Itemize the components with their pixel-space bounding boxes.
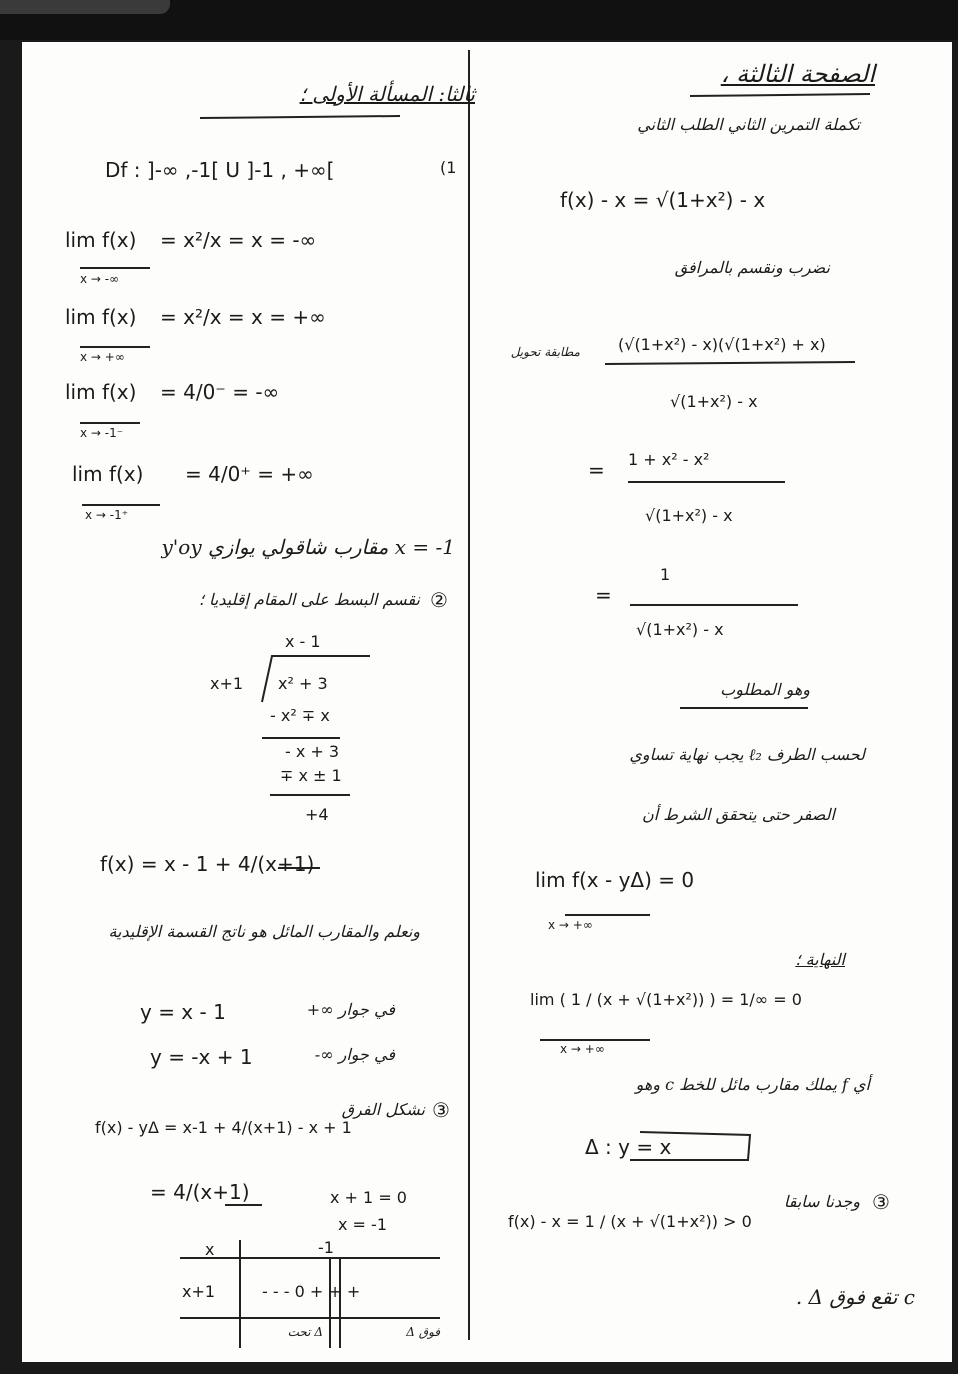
equals-sign-2: = [595, 583, 612, 607]
limit-calculation: lim ( 1 / (x + √(1+x²)) ) = 1/∞ = 0 [530, 990, 802, 1009]
division-dividend: x² + 3 [278, 674, 328, 693]
limit-calculation-subscript: x → +∞ [560, 1042, 605, 1056]
f-euclidean-form: f(x) = x - 1 + 4/(x+1) [100, 852, 315, 876]
asymptote-y2: y = -x + 1 [150, 1045, 253, 1069]
limit-1-result: = x²/x = x = -∞ [160, 228, 317, 252]
q3-right-number: ③ [872, 1190, 890, 1214]
l2-explanation-2: الصفر حتى يتحقق الشرط أن [642, 805, 835, 824]
sign-table-row-label: x+1 [182, 1282, 216, 1301]
asymptote-y2-note: في جوار ∞- [314, 1045, 395, 1064]
q2-number: ② [430, 588, 448, 612]
required-text: وهو المطلوب [720, 680, 810, 699]
equation-1: f(x) - x = √(1+x²) - x [560, 188, 766, 212]
limit-4-subscript: x → -1⁺ [85, 508, 129, 522]
l2-explanation-1: لحسب الطرف ℓ₂ يجب نهاية تساوي [629, 745, 865, 764]
delta-equation: Δ : y = x [585, 1135, 672, 1159]
q3-left-number: ③ [432, 1098, 450, 1122]
q1-number: (1 [440, 158, 457, 177]
asymptote-y1-note: في جوار ∞+ [306, 1000, 395, 1019]
fraction-2-numerator: 1 + x² - x² [628, 450, 710, 469]
oblique-asymptote-text: ونعلم والمقارب المائل هو ناتج القسمة الإقليدية [108, 922, 420, 941]
vertical-asymptote-text: x = -1 مقارب شاقولي يوازي y'oy [161, 535, 455, 559]
division-divisor: x+1 [210, 674, 244, 693]
limit-1-expression: lim f(x) [65, 228, 137, 252]
limit-3-subscript: x → -1⁻ [80, 426, 124, 440]
limit-label: النهاية ؛ [795, 950, 845, 969]
limit-3-expression: lim f(x) [65, 380, 137, 404]
sign-table-position-1: Δ تحت [287, 1325, 323, 1339]
fraction-2-denominator: √(1+x²) - x [645, 506, 733, 525]
conclusion-text: أي f يملك مقارب مائل للخط c وهو [635, 1075, 870, 1094]
division-step-1: - x² ∓ x [270, 706, 330, 725]
limit-2-result: = x²/x = x = +∞ [160, 305, 326, 329]
domain-expression: Df : ]-∞ ,-1[ U ]-1 , +∞[ [105, 158, 335, 182]
final-text: c تقع فوق Δ . [795, 1285, 915, 1309]
difference-expression: f(x) - yΔ = x-1 + 4/(x+1) - x + 1 [95, 1118, 352, 1137]
limit-3-result: = 4/0⁻ = -∞ [160, 380, 280, 404]
difference-result: = 4/(x+1) [150, 1180, 250, 1204]
limit-condition: lim f(x - yΔ) = 0 [535, 868, 695, 892]
q3-right-text: وجدنا سابقا [783, 1192, 860, 1211]
limit-4-result: = 4/0⁺ = +∞ [185, 462, 314, 486]
limit-1-subscript: x → -∞ [80, 272, 120, 286]
fraction-3-denominator: √(1+x²) - x [636, 620, 724, 639]
q2-text: نقسم البسط على المقام إقليديا ؛ [198, 590, 420, 609]
fraction-3-numerator: 1 [660, 565, 671, 584]
division-remainder: +4 [305, 805, 329, 824]
exercise-subtitle: تكملة التمرين الثاني الطلب الثاني [637, 115, 860, 134]
side-note: مطابقة تحويل [510, 345, 580, 359]
fraction-1-denominator: √(1+x²) - x [670, 392, 758, 411]
page-title: الصفحة الثالثة ، [720, 60, 875, 88]
q3-left-text: نشكل الفرق [341, 1100, 425, 1119]
limit-condition-subscript: x → +∞ [548, 918, 593, 932]
fraction-1-numerator: (√(1+x²) - x)(√(1+x²) + x) [618, 335, 826, 354]
division-quotient: x - 1 [285, 632, 321, 651]
left-heading: ثالثا: المسألة الأولى ؛ [299, 82, 475, 106]
root-value: x = -1 [338, 1215, 387, 1234]
equals-sign-1: = [588, 458, 605, 482]
division-step-3: ∓ x ± 1 [280, 766, 342, 785]
sign-table-signs: - - - 0 + + + [262, 1282, 361, 1301]
root-equation: x + 1 = 0 [330, 1188, 407, 1207]
limit-2-expression: lim f(x) [65, 305, 137, 329]
conjugate-text: نضرب ونقسم بالمرافق [674, 258, 830, 277]
division-step-2: - x + 3 [285, 742, 340, 761]
limit-2-subscript: x → +∞ [80, 350, 125, 364]
final-equation: f(x) - x = 1 / (x + √(1+x²)) > 0 [508, 1212, 752, 1231]
limit-4-expression: lim f(x) [72, 462, 144, 486]
sign-table-root: -1 [318, 1238, 334, 1257]
sign-table-x-label: x [205, 1240, 215, 1259]
asymptote-y1: y = x - 1 [140, 1000, 226, 1024]
bottom-edge [0, 1362, 958, 1374]
sign-table-position-2: فوق Δ [406, 1325, 440, 1339]
